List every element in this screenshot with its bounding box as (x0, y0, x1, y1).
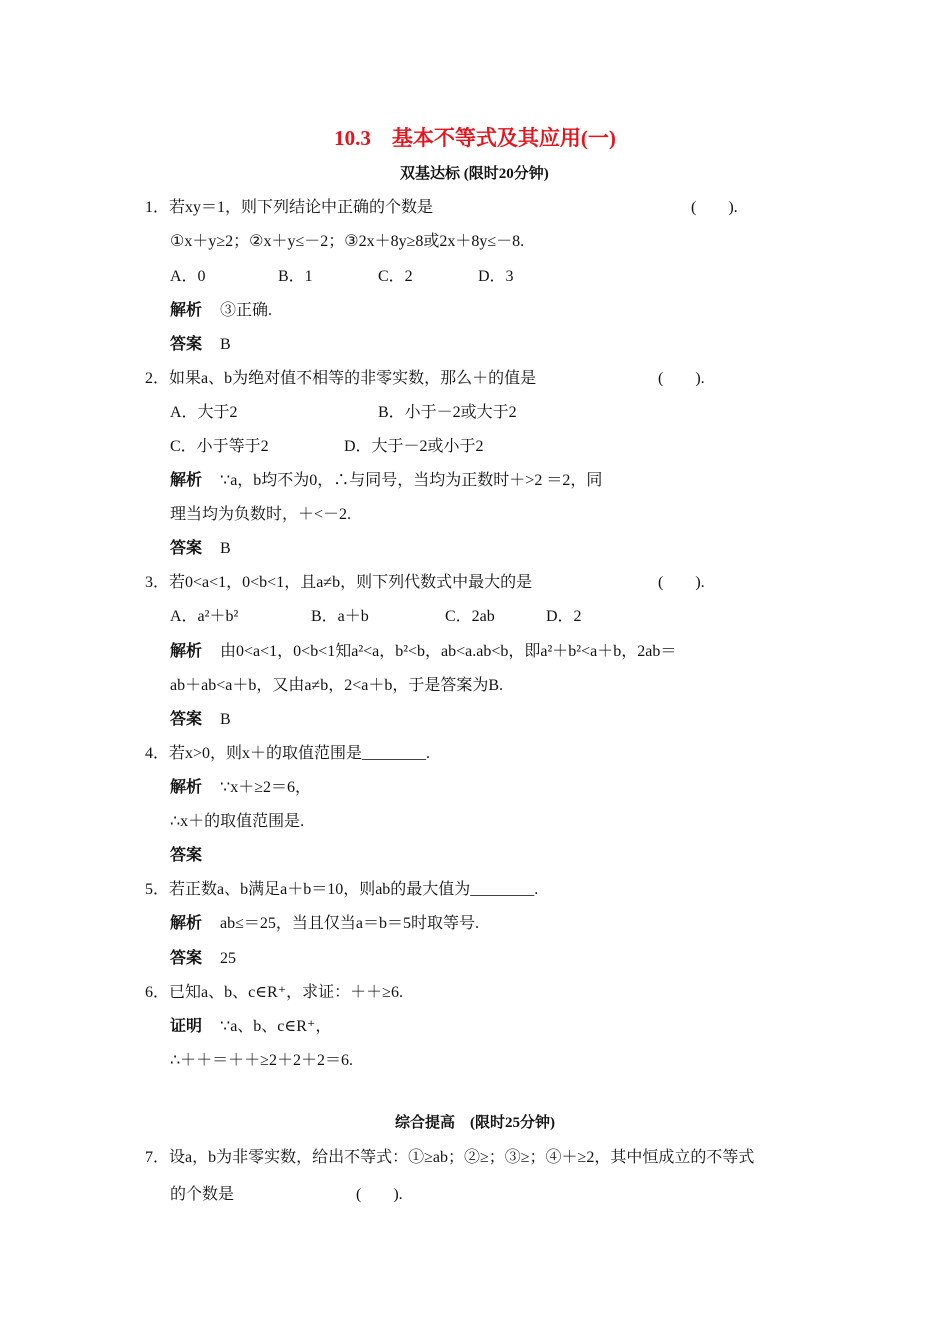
q1-option-b: B．1 (278, 268, 313, 285)
q3-answer (170, 710, 231, 730)
q2-answer (170, 539, 231, 559)
q4-analysis-cont: ∴x＋的取值范围是. (170, 813, 305, 830)
q2-answer-paren: ( ). (658, 370, 705, 387)
q3-stem: 3．若0<a<1，0<b<1，且a≠b，则下列代数式中最大的是 (145, 574, 533, 591)
q3-option-a: A．a²＋b² (170, 608, 239, 625)
q5-answer (170, 949, 236, 969)
q1-answer-text: B (220, 336, 231, 353)
q3-option-c: C．2ab (445, 608, 495, 625)
answer-label: 答案 (170, 847, 203, 864)
q3-analysis (170, 642, 676, 662)
q6-proof-cont: ∴＋＋＝＋＋≥2＋2＋2＝6. (170, 1052, 353, 1069)
answer-label: 答案 (170, 711, 203, 728)
q5-answer-text: 25 (220, 950, 237, 967)
q2-option-c: C．小于等于2 (170, 438, 269, 455)
q7-stem: 7．设a，b为非零实数，给出不等式：①≥ab；②≥；③≥；④＋≥2，其中恒成立的不等式 (145, 1149, 755, 1166)
q3-analysis-cont: ab＋ab<a＋b，又由a≠b，2<a＋b，于是答案为B. (170, 677, 504, 694)
q3-option-d: D．2 (546, 608, 582, 625)
q5-analysis (170, 914, 479, 934)
q4-stem: 4．若x>0，则x＋的取值范围是________. (145, 745, 431, 762)
q1-answer-paren: ( ). (691, 199, 738, 216)
analysis-label: 解析 (170, 472, 203, 489)
section-heading-comprehensive: 综合提高 (限时25分钟) (395, 1115, 555, 1131)
q3-option-b: B．a＋b (311, 608, 369, 625)
q2-option-b: B．小于－2或大于2 (378, 404, 517, 421)
q1-option-c: C．2 (378, 268, 413, 285)
answer-label: 答案 (170, 336, 203, 353)
q2-analysis-cont: 理当均为负数时，＋<－2. (170, 506, 352, 523)
q7-stem-cont: 的个数是 (170, 1186, 235, 1203)
analysis-label: 解析 (170, 643, 203, 660)
q2-stem: 2．如果a、b为绝对值不相等的非零实数，那么＋的值是 (145, 370, 537, 387)
q1-conditions: ①x＋y≥2；②x＋y≤－2；③2x＋8y≥8或2x＋8y≤－8. (170, 233, 525, 250)
analysis-label: 解析 (170, 779, 203, 796)
q4-answer (170, 846, 220, 866)
q3-analysis-text: 由0<a<1，0<b<1知a²<a，b²<b，ab<a.ab<b，即a²＋b²<a＋b，2ab＝ (220, 643, 677, 660)
q6-stem: 6．已知a、b、c∈R⁺，求证：＋＋≥6. (145, 984, 403, 1001)
page-title: 10.3 基本不等式及其应用(一) (334, 126, 616, 150)
q2-option-d: D．大于－2或小于2 (344, 438, 484, 455)
q1-option-a: A．0 (170, 268, 206, 285)
q4-analysis (170, 778, 311, 798)
q1-stem: 1．若xy＝1，则下列结论中正确的个数是 (145, 199, 434, 216)
answer-label: 答案 (170, 950, 203, 967)
q1-option-d: D．3 (478, 268, 514, 285)
q4-analysis-text: ∵x＋≥2＝6， (220, 779, 311, 796)
q1-analysis-text: ③正确. (220, 302, 273, 319)
q2-analysis-text: ∵a，b均不为0，∴与同号，当均为正数时＋>2 ＝2，同 (220, 472, 603, 489)
q5-analysis-text: ab≤＝25，当且仅当a＝b＝5时取等号. (220, 915, 480, 932)
section-heading-basic: 双基达标 (限时20分钟) (400, 166, 549, 182)
q2-analysis (170, 471, 602, 491)
q6-proof (170, 1017, 331, 1037)
q5-stem: 5．若正数a、b满足a＋b＝10，则ab的最大值为________. (145, 881, 539, 898)
q6-proof-text: ∵a、b、c∈R⁺， (220, 1018, 332, 1035)
q1-answer (170, 335, 231, 355)
q2-answer-text: B (220, 540, 231, 557)
analysis-label: 解析 (170, 302, 203, 319)
q1-analysis (170, 301, 272, 321)
q3-answer-paren: ( ). (658, 574, 705, 591)
analysis-label: 解析 (170, 915, 203, 932)
q7-answer-paren: ( ). (356, 1186, 403, 1203)
q3-answer-text: B (220, 711, 231, 728)
q2-option-a: A．大于2 (170, 404, 238, 421)
proof-label: 证明 (170, 1018, 203, 1035)
answer-label: 答案 (170, 540, 203, 557)
